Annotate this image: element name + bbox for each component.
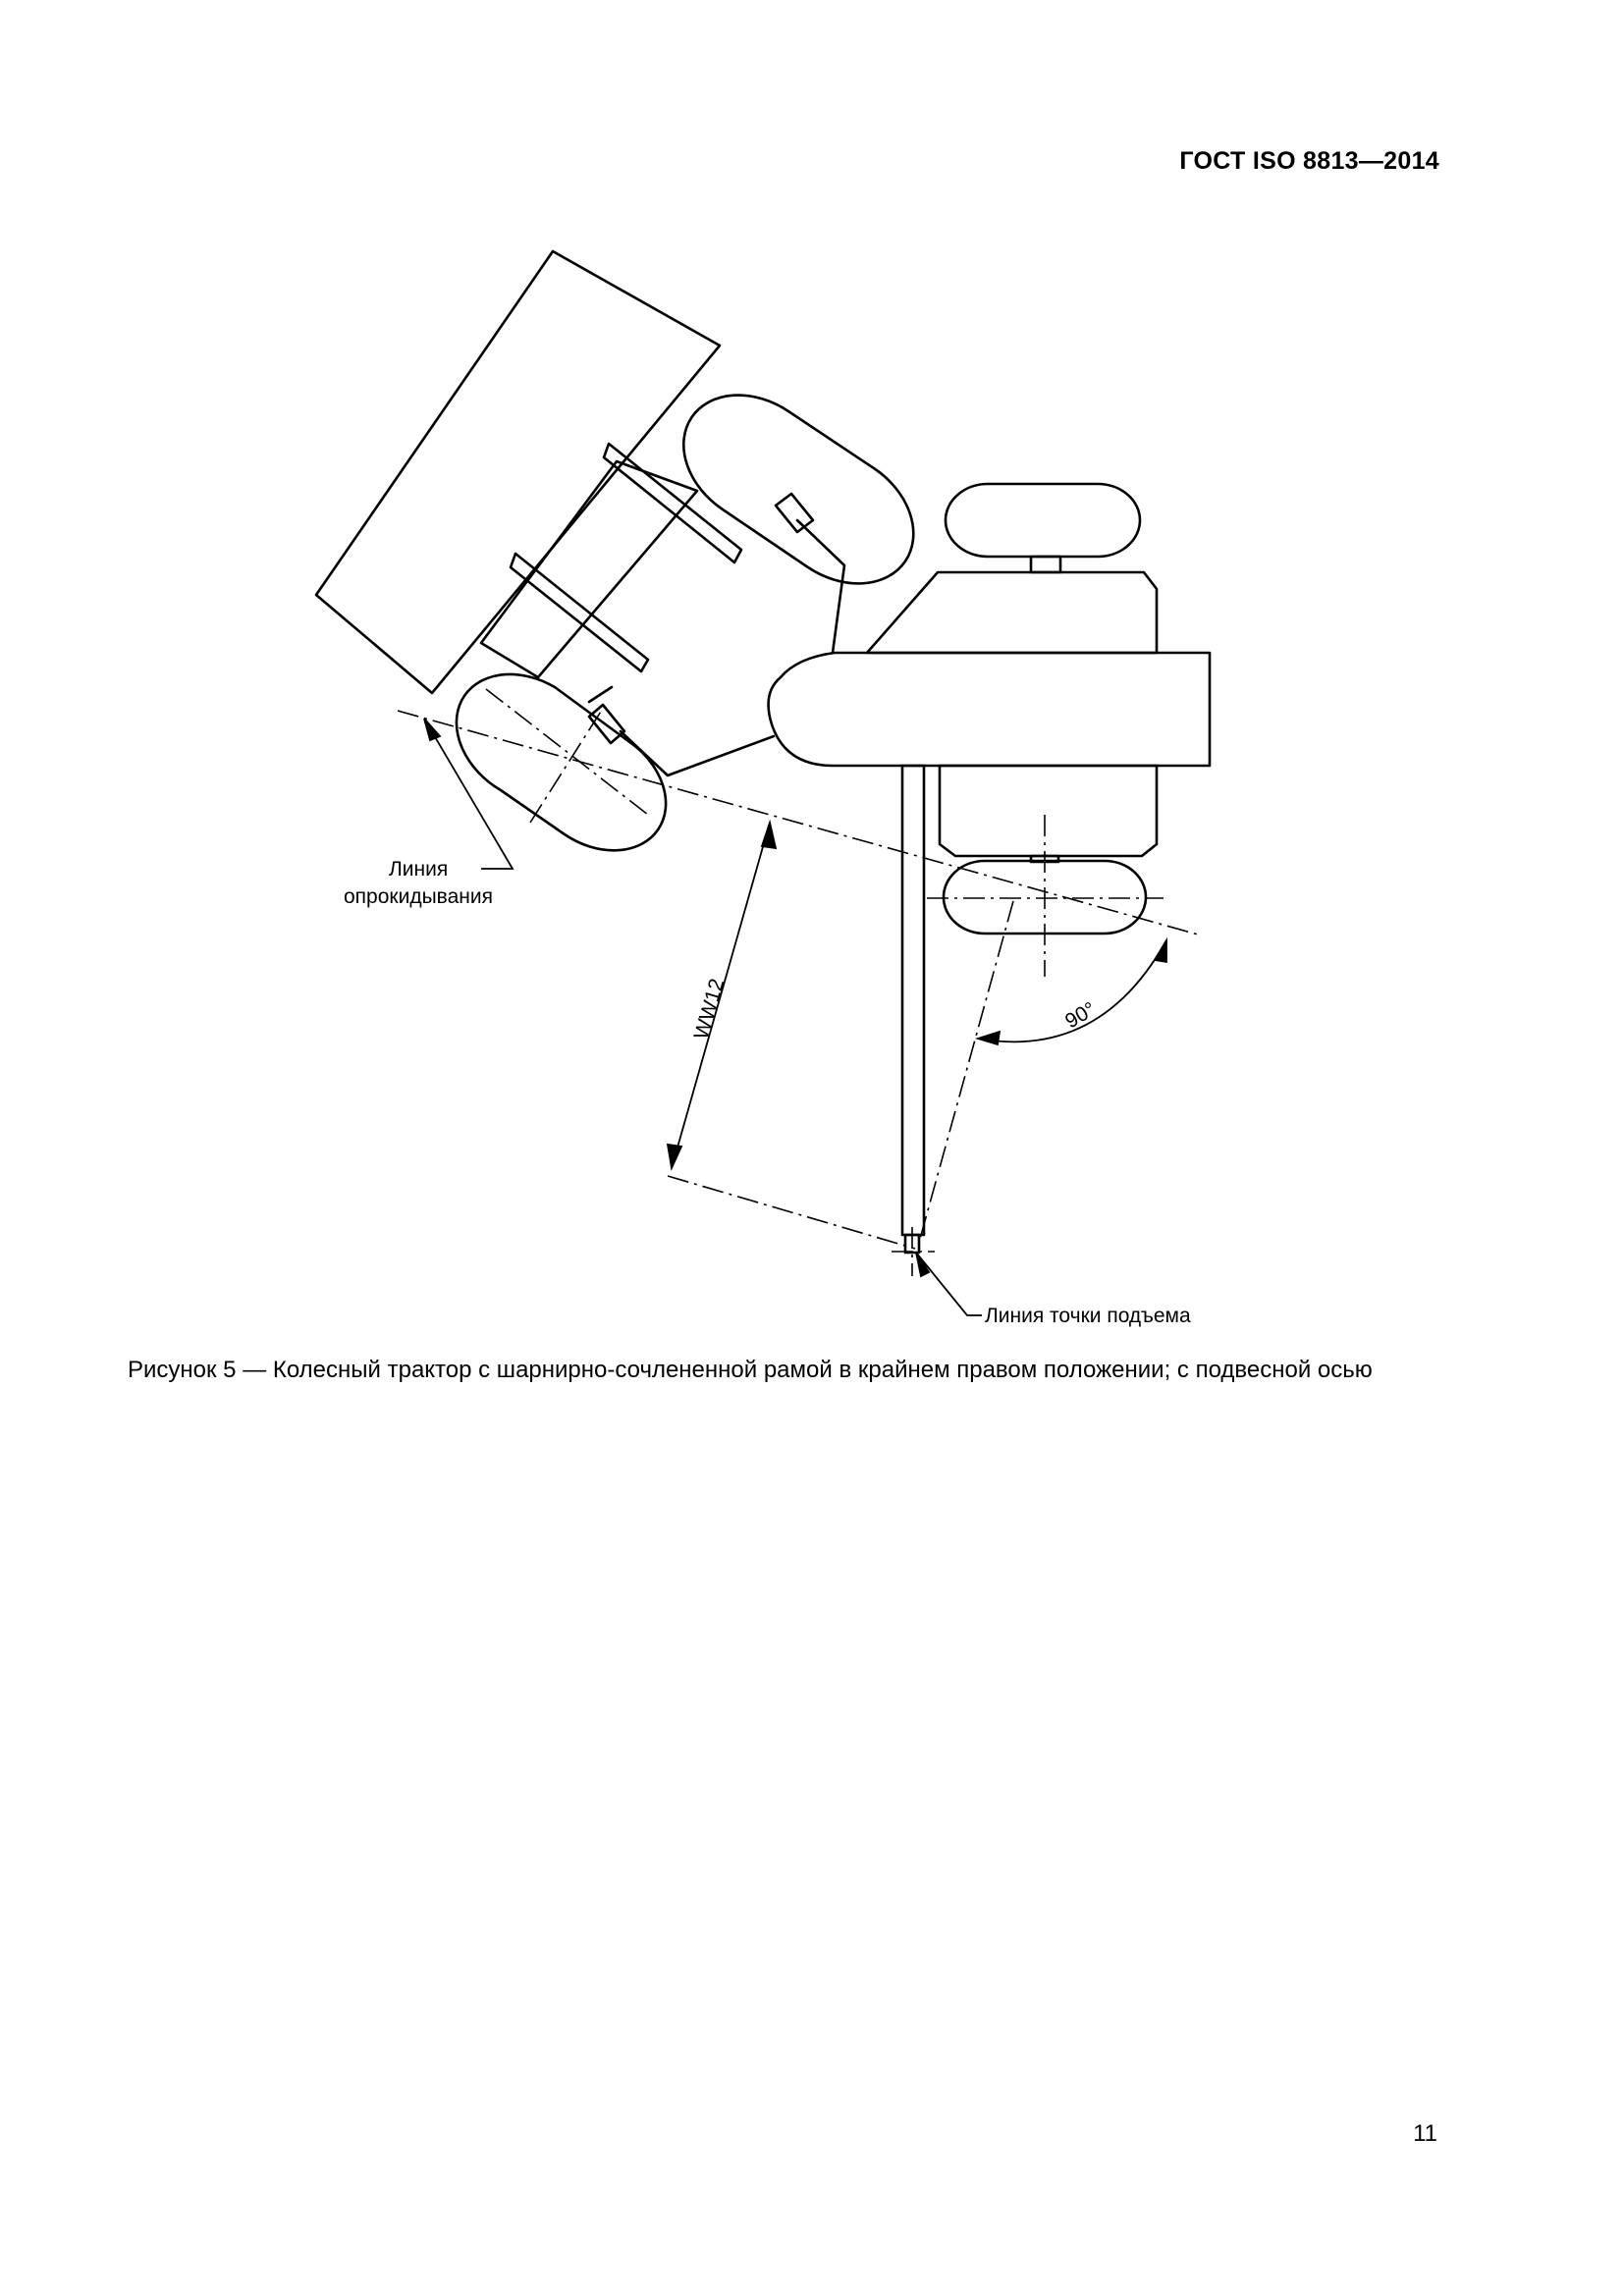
figure-caption: Рисунок 5 — Колесный трактор с шарнирно-сочлененной рамой в крайнем правом положении; с подвесной осью (128, 1357, 1373, 1383)
frame-arm-upper (797, 520, 844, 653)
angle-arrow-left (978, 1032, 1000, 1044)
dimension-arrow-bottom (668, 1145, 681, 1168)
label-tipping-line-2: опрокидывания (344, 885, 493, 908)
tipping-line (398, 711, 1198, 934)
frame-arm-lower (621, 731, 774, 775)
angle-arrow-right (1155, 940, 1166, 962)
front-body-lower (940, 766, 1157, 856)
page-number: 11 (1413, 2120, 1437, 2147)
rear-upper-wheel (683, 396, 913, 584)
dimension-arrow-top (762, 823, 776, 848)
perpendicular-line (920, 901, 1013, 1239)
front-upper-wheel (946, 484, 1140, 557)
dimension-extension-line (668, 1176, 915, 1249)
frame-link (589, 687, 612, 702)
rear-lower-wheel (457, 674, 666, 850)
main-axle-housing (769, 653, 1210, 766)
lift-point-leader (916, 1253, 982, 1315)
lift-pole (902, 766, 924, 1235)
front-upper-axle (1031, 557, 1060, 572)
label-dimension-ww12: WW12 (689, 976, 730, 1042)
document-header: ГОСТ ISO 8813—2014 (1179, 147, 1439, 175)
label-angle-90: 90° (1061, 997, 1101, 1034)
lift-leader-arrow (916, 1253, 929, 1276)
rear-upper-axle (776, 494, 813, 532)
front-body-upper (867, 572, 1157, 653)
rear-implement (316, 251, 720, 693)
label-tipping-line-1: Линия (389, 858, 449, 881)
tipping-line-leader (424, 719, 513, 869)
label-lift-point-line: Линия точки подъема (985, 1305, 1191, 1327)
